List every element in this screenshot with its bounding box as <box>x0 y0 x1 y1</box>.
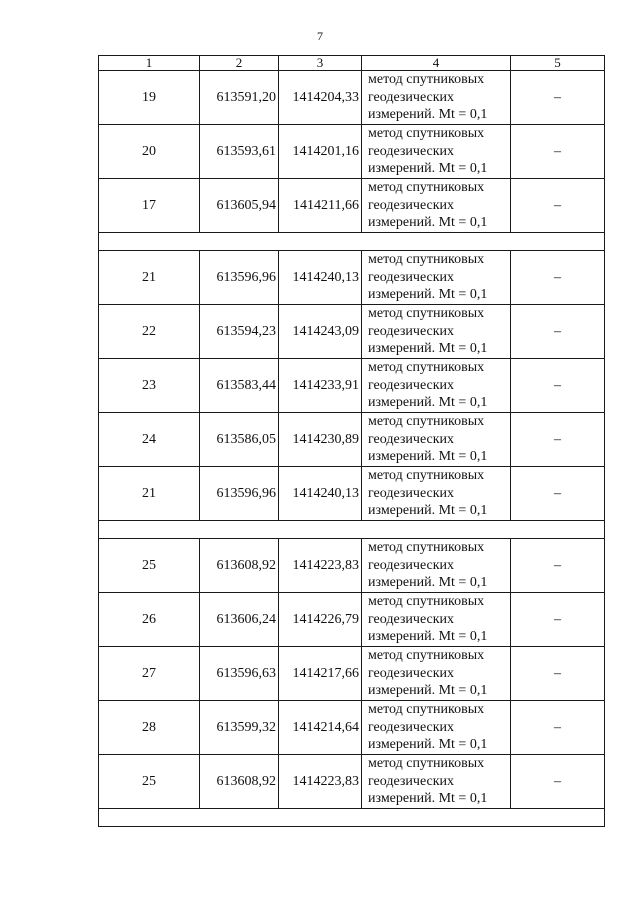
method-cell <box>362 647 511 701</box>
x-coordinate-cell: 613608,92 <box>200 539 279 593</box>
method-line: измерений. Mt = 0,1 <box>368 791 488 807</box>
x-coordinate-cell: 613591,20 <box>200 71 279 125</box>
method-line: метод спутниковых <box>368 252 485 268</box>
method-line: геодезических <box>368 377 455 393</box>
table-body <box>99 56 605 827</box>
point-number-cell: 17 <box>99 179 200 233</box>
point-number-cell: 25 <box>99 539 200 593</box>
point-number-cell: 26 <box>99 593 200 647</box>
y-coordinate-cell: 1414223,83 <box>279 755 362 809</box>
method-line: метод спутниковых <box>368 702 485 718</box>
y-coordinate-cell: 1414204,33 <box>279 71 362 125</box>
method-line: геодезических <box>368 665 455 681</box>
x-coordinate-cell: 613608,92 <box>200 755 279 809</box>
method-cell <box>362 701 511 755</box>
method-line: измерений. Mt = 0,1 <box>368 395 488 411</box>
method-line: метод спутниковых <box>368 306 485 322</box>
point-number-cell: 23 <box>99 359 200 413</box>
method-cell <box>362 251 511 305</box>
method-line: измерений. Mt = 0,1 <box>368 161 488 177</box>
table-row <box>99 593 605 647</box>
y-coordinate-cell: 1414240,13 <box>279 251 362 305</box>
x-coordinate-cell: 613594,23 <box>200 305 279 359</box>
y-coordinate-cell: 1414217,66 <box>279 647 362 701</box>
method-cell <box>362 413 511 467</box>
note-cell: – <box>511 251 605 305</box>
method-line: измерений. Mt = 0,1 <box>368 503 488 519</box>
header-row <box>99 56 605 71</box>
method-line: геодезических <box>368 611 455 627</box>
note-cell: – <box>511 71 605 125</box>
note-cell: – <box>511 701 605 755</box>
table-row <box>99 251 605 305</box>
column-header: 4 <box>362 56 511 71</box>
method-line: геодезических <box>368 773 455 789</box>
method-line: измерений. Mt = 0,1 <box>368 449 488 465</box>
table-row <box>99 305 605 359</box>
y-coordinate-cell: 1414211,66 <box>279 179 362 233</box>
x-coordinate-cell: 613583,44 <box>200 359 279 413</box>
note-cell: – <box>511 539 605 593</box>
section-separator-row <box>99 233 605 251</box>
note-cell: – <box>511 305 605 359</box>
method-line: метод спутниковых <box>368 594 485 610</box>
method-line: измерений. Mt = 0,1 <box>368 107 488 123</box>
column-header: 1 <box>99 56 200 71</box>
method-cell <box>362 179 511 233</box>
method-line: геодезических <box>368 143 455 159</box>
point-number-cell: 27 <box>99 647 200 701</box>
method-line: измерений. Mt = 0,1 <box>368 287 488 303</box>
method-line: метод спутниковых <box>368 414 485 430</box>
table-row <box>99 755 605 809</box>
point-number-cell: 19 <box>99 71 200 125</box>
table-row <box>99 71 605 125</box>
point-number-cell: 24 <box>99 413 200 467</box>
table-row <box>99 701 605 755</box>
table-row <box>99 413 605 467</box>
y-coordinate-cell: 1414223,83 <box>279 539 362 593</box>
x-coordinate-cell: 613596,96 <box>200 251 279 305</box>
point-number-cell: 25 <box>99 755 200 809</box>
x-coordinate-cell: 613596,96 <box>200 467 279 521</box>
method-line: метод спутниковых <box>368 756 485 772</box>
table-row <box>99 179 605 233</box>
x-coordinate-cell: 613586,05 <box>200 413 279 467</box>
method-line: геодезических <box>368 431 455 447</box>
point-number-cell: 21 <box>99 467 200 521</box>
table-row <box>99 359 605 413</box>
note-cell: – <box>511 359 605 413</box>
method-line: геодезических <box>368 557 455 573</box>
method-line: геодезических <box>368 89 455 105</box>
section-separator-row <box>99 809 605 827</box>
y-coordinate-cell: 1414230,89 <box>279 413 362 467</box>
method-line: измерений. Mt = 0,1 <box>368 629 488 645</box>
y-coordinate-cell: 1414233,91 <box>279 359 362 413</box>
method-line: метод спутниковых <box>368 126 485 142</box>
y-coordinate-cell: 1414201,16 <box>279 125 362 179</box>
table-row <box>99 467 605 521</box>
method-line: геодезических <box>368 485 455 501</box>
method-cell <box>362 467 511 521</box>
y-coordinate-cell: 1414214,64 <box>279 701 362 755</box>
method-line: метод спутниковых <box>368 540 485 556</box>
x-coordinate-cell: 613606,24 <box>200 593 279 647</box>
method-line: метод спутниковых <box>368 180 485 196</box>
table-row <box>99 125 605 179</box>
note-cell: – <box>511 755 605 809</box>
note-cell: – <box>511 467 605 521</box>
note-cell: – <box>511 413 605 467</box>
section-separator-cell <box>99 233 605 251</box>
column-header: 3 <box>279 56 362 71</box>
point-number-cell: 21 <box>99 251 200 305</box>
method-line: метод спутниковых <box>368 360 485 376</box>
method-cell <box>362 71 511 125</box>
method-line: измерений. Mt = 0,1 <box>368 575 488 591</box>
method-line: измерений. Mt = 0,1 <box>368 341 488 357</box>
y-coordinate-cell: 1414240,13 <box>279 467 362 521</box>
method-line: измерений. Mt = 0,1 <box>368 683 488 699</box>
y-coordinate-cell: 1414243,09 <box>279 305 362 359</box>
method-line: метод спутниковых <box>368 72 485 88</box>
note-cell: – <box>511 125 605 179</box>
method-cell <box>362 359 511 413</box>
method-cell <box>362 125 511 179</box>
note-cell: – <box>511 179 605 233</box>
method-cell <box>362 755 511 809</box>
method-line: геодезических <box>368 719 455 735</box>
x-coordinate-cell: 613593,61 <box>200 125 279 179</box>
table-row <box>99 539 605 593</box>
coordinates-table <box>98 55 605 827</box>
x-coordinate-cell: 613599,32 <box>200 701 279 755</box>
table-row <box>99 647 605 701</box>
page-number: 7 <box>317 29 323 43</box>
point-number-cell: 28 <box>99 701 200 755</box>
x-coordinate-cell: 613596,63 <box>200 647 279 701</box>
note-cell: – <box>511 647 605 701</box>
note-cell: – <box>511 593 605 647</box>
method-cell <box>362 593 511 647</box>
section-separator-cell <box>99 521 605 539</box>
method-line: измерений. Mt = 0,1 <box>368 737 488 753</box>
method-line: геодезических <box>368 323 455 339</box>
method-line: метод спутниковых <box>368 648 485 664</box>
x-coordinate-cell: 613605,94 <box>200 179 279 233</box>
section-separator-row <box>99 521 605 539</box>
method-line: метод спутниковых <box>368 468 485 484</box>
column-header: 2 <box>200 56 279 71</box>
method-line: измерений. Mt = 0,1 <box>368 215 488 231</box>
y-coordinate-cell: 1414226,79 <box>279 593 362 647</box>
point-number-cell: 22 <box>99 305 200 359</box>
point-number-cell: 20 <box>99 125 200 179</box>
section-separator-cell <box>99 809 605 827</box>
method-line: геодезических <box>368 269 455 285</box>
method-cell <box>362 539 511 593</box>
method-cell <box>362 305 511 359</box>
method-line: геодезических <box>368 197 455 213</box>
column-header: 5 <box>511 56 605 71</box>
